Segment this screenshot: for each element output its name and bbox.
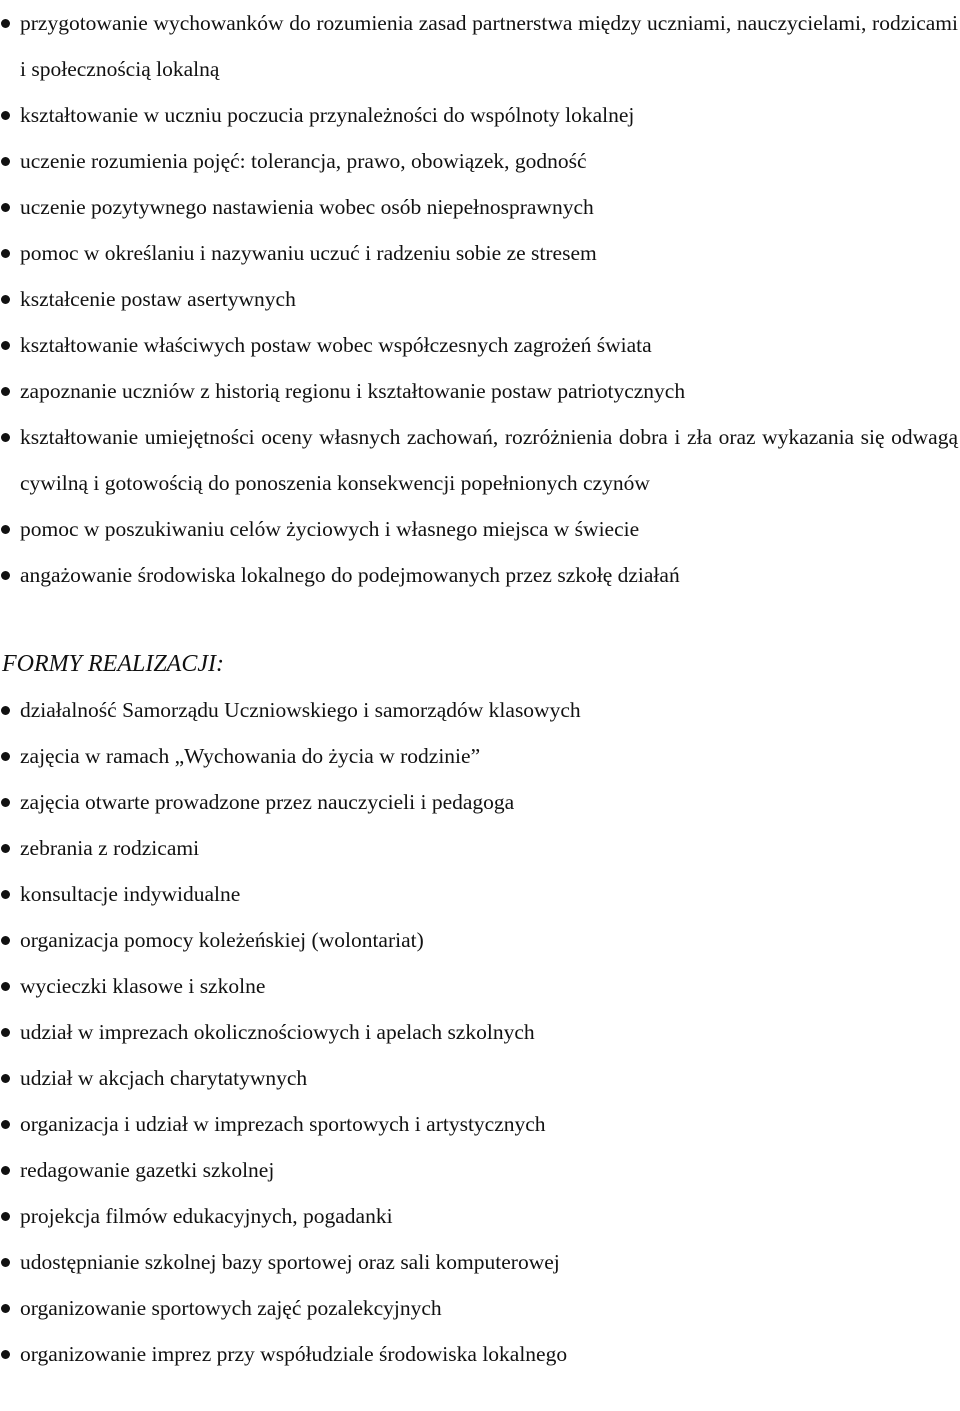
list-item: [0, 733, 960, 779]
list-item-text: wycieczki klasowe i szkolne: [20, 974, 266, 998]
list-item: [0, 1009, 960, 1055]
list-item-text: kształtowanie właściwych postaw wobec współczesnych zagrożeń świata: [20, 333, 652, 357]
list-item: [0, 687, 960, 733]
goals-list: [0, 0, 960, 598]
bullet-dot-icon: [1, 982, 10, 991]
bullet-dot-icon: [1, 525, 10, 534]
list-item-text: konsultacje indywidualne: [20, 882, 241, 906]
list-item: [0, 1147, 960, 1193]
list-item: [0, 1101, 960, 1147]
list-item-text: kształtowanie w uczniu poczucia przynależności do wspólnoty lokalnej: [20, 103, 635, 127]
bullet-dot-icon: [1, 387, 10, 396]
list-item-text: angażowanie środowiska lokalnego do podejmowanych przez szkołę działań: [20, 563, 680, 587]
bullet-dot-icon: [1, 433, 10, 442]
bullet-dot-icon: [1, 706, 10, 715]
list-item-text: organizacja i udział w imprezach sportowych i artystycznych: [20, 1112, 546, 1136]
bullet-dot-icon: [1, 571, 10, 580]
list-item-text: redagowanie gazetki szkolnej: [20, 1158, 275, 1182]
bullet-dot-icon: [1, 752, 10, 761]
list-item-text: organizowanie imprez przy współudziale środowiska lokalnego: [20, 1342, 568, 1366]
list-item: [0, 138, 960, 184]
list-item: [0, 552, 960, 598]
list-item: [0, 368, 960, 414]
list-item: [0, 825, 960, 871]
bullet-dot-icon: [1, 341, 10, 350]
bullet-dot-icon: [1, 1028, 10, 1037]
list-item-text: uczenie rozumienia pojęć: tolerancja, prawo, obowiązek, godność: [20, 149, 587, 173]
list-item: [0, 1285, 960, 1331]
bullet-dot-icon: [1, 249, 10, 258]
bullet-dot-icon: [1, 203, 10, 212]
list-item: [0, 230, 960, 276]
list-item-text: pomoc w określaniu i nazywaniu uczuć i radzeniu sobie ze stresem: [20, 241, 597, 265]
bullet-dot-icon: [1, 844, 10, 853]
bullet-dot-icon: [1, 1212, 10, 1221]
list-item-text: udział w akcjach charytatywnych: [20, 1066, 308, 1090]
list-item: [0, 779, 960, 825]
list-item: [0, 184, 960, 230]
list-item-text: zapoznanie uczniów z historią regionu i kształtowanie postaw patriotycznych: [20, 379, 686, 403]
list-item: [0, 506, 960, 552]
forms-heading: FORMY REALIZACJI:: [2, 651, 224, 677]
bullet-dot-icon: [1, 798, 10, 807]
list-item: [0, 1239, 960, 1285]
list-item-text: zebrania z rodzicami: [20, 836, 200, 860]
list-item: [0, 1193, 960, 1239]
list-item-text: uczenie pozytywnego nastawienia wobec osób niepełnosprawnych: [20, 195, 594, 219]
bullet-dot-icon: [1, 295, 10, 304]
forms-list: [0, 687, 960, 1377]
list-item-text: organizacja pomocy koleżeńskiej (wolontariat): [20, 928, 424, 952]
list-item: [0, 871, 960, 917]
list-item: [0, 963, 960, 1009]
bullet-dot-icon: [1, 890, 10, 899]
list-item-text: kształtowanie umiejętności oceny własnych zachowań, rozróżnienia dobra i zła oraz wykazania się odwagą cywilną i gotowością do ponoszenia konsekwencji popełnionych czynów: [20, 425, 958, 495]
list-item-text: pomoc w poszukiwaniu celów życiowych i własnego miejsca w świecie: [20, 517, 640, 541]
list-item: [0, 276, 960, 322]
list-item-text: przygotowanie wychowanków do rozumienia zasad partnerstwa między uczniami, nauczycielami, rodzicami i społecznością lokalną: [20, 11, 958, 81]
list-item: [0, 0, 960, 92]
list-item: [0, 414, 960, 506]
list-item-text: projekcja filmów edukacyjnych, pogadanki: [20, 1204, 393, 1228]
list-item-text: zajęcia otwarte prowadzone przez nauczycieli i pedagoga: [20, 790, 515, 814]
list-item: [0, 1331, 960, 1377]
bullet-dot-icon: [1, 1074, 10, 1083]
bullet-dot-icon: [1, 157, 10, 166]
bullet-dot-icon: [1, 111, 10, 120]
list-item-text: zajęcia w ramach „Wychowania do życia w rodzinie”: [20, 744, 481, 768]
bullet-dot-icon: [1, 19, 10, 28]
section-spacer: [0, 598, 960, 641]
list-item: [0, 917, 960, 963]
list-item-text: udział w imprezach okolicznościowych i apelach szkolnych: [20, 1020, 535, 1044]
list-item-text: udostępnianie szkolnej bazy sportowej oraz sali komputerowej: [20, 1250, 560, 1274]
bullet-dot-icon: [1, 1166, 10, 1175]
list-item: [0, 322, 960, 368]
bullet-dot-icon: [1, 1120, 10, 1129]
bullet-dot-icon: [1, 936, 10, 945]
bullet-dot-icon: [1, 1304, 10, 1313]
bullet-dot-icon: [1, 1258, 10, 1267]
bullet-dot-icon: [1, 1350, 10, 1359]
list-item-text: kształcenie postaw asertywnych: [20, 287, 296, 311]
list-item: [0, 1055, 960, 1101]
list-item: [0, 92, 960, 138]
list-item-text: organizowanie sportowych zajęć pozalekcyjnych: [20, 1296, 442, 1320]
list-item-text: działalność Samorządu Uczniowskiego i samorządów klasowych: [20, 698, 581, 722]
